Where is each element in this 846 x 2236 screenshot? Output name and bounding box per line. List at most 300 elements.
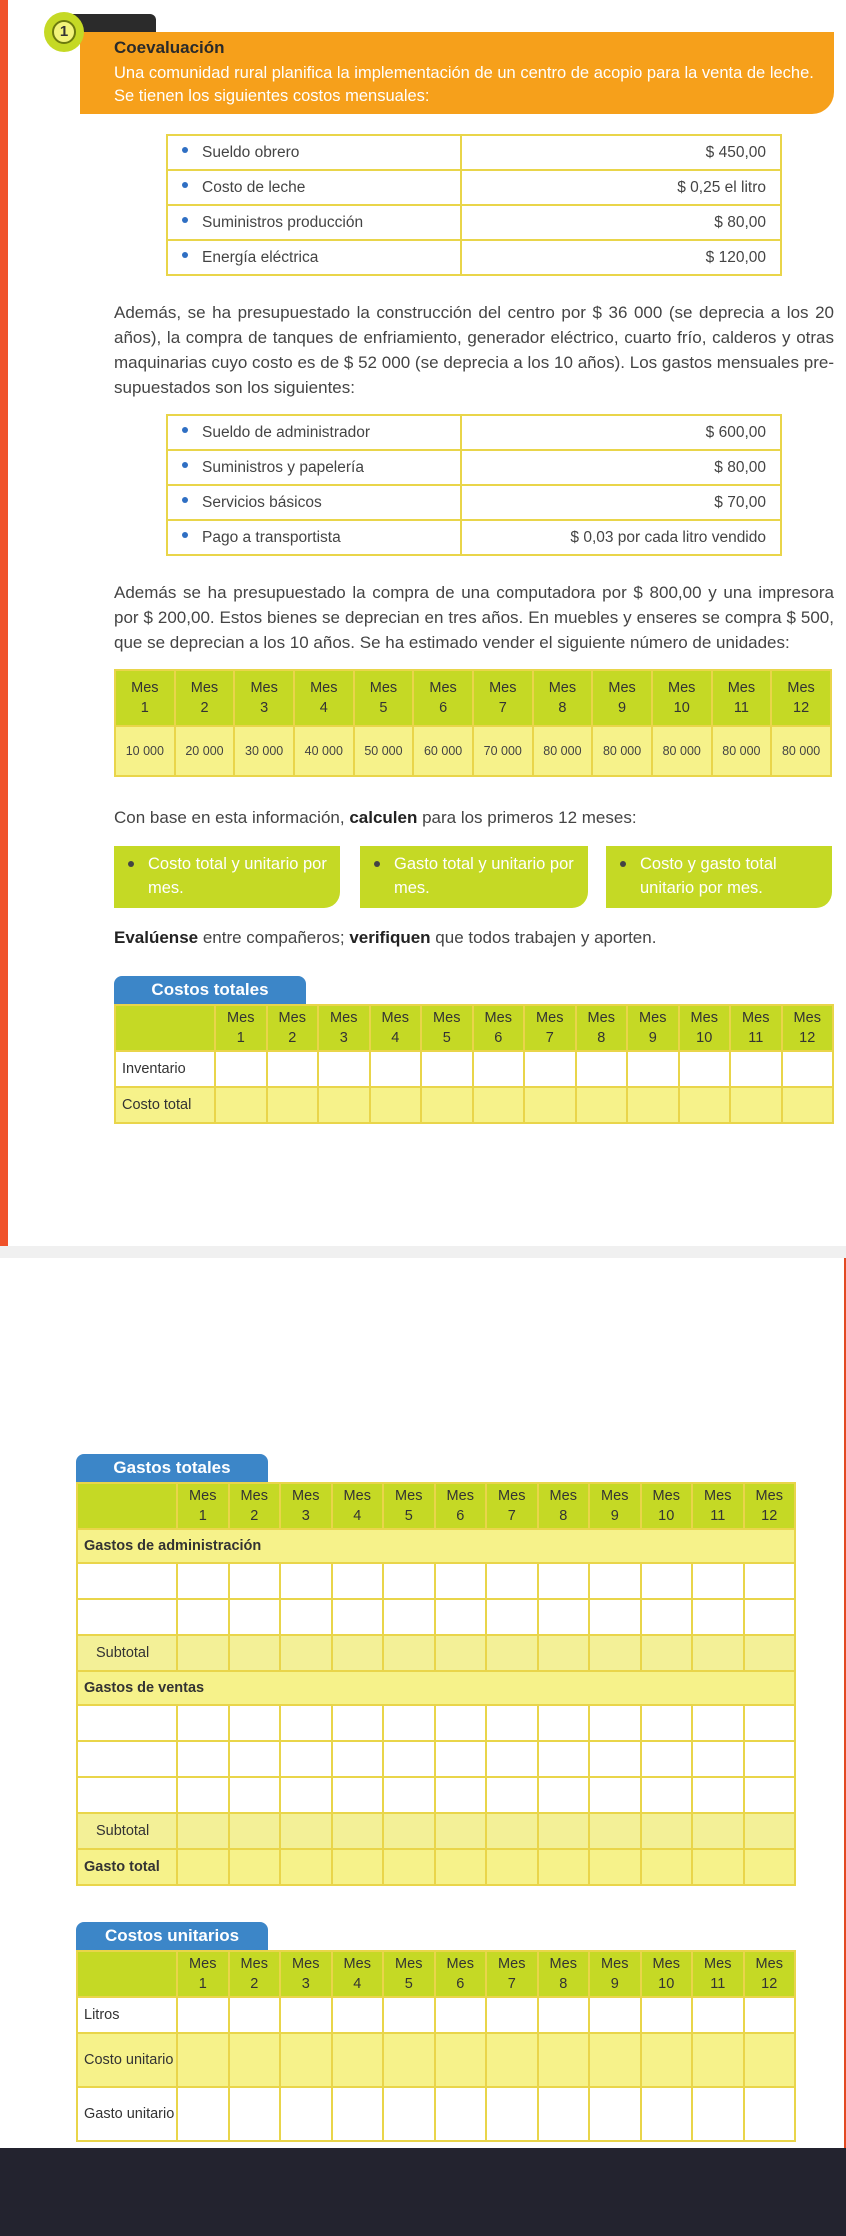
input-cell[interactable]	[473, 1087, 525, 1123]
units-value: 80 000	[652, 726, 712, 776]
input-cell[interactable]	[435, 1777, 487, 1813]
input-cell[interactable]	[692, 1563, 744, 1599]
input-cell[interactable]	[177, 1777, 229, 1813]
input-cell[interactable]	[229, 1635, 281, 1671]
input-cell[interactable]	[589, 1705, 641, 1741]
task-box-3: Costo y gasto total unitario por mes.	[606, 846, 832, 908]
input-cell[interactable]	[589, 1599, 641, 1635]
month-word: Mes	[395, 1488, 423, 1504]
input-cell[interactable]	[383, 1849, 435, 1885]
input-cell[interactable]	[538, 1813, 590, 1849]
input-cell[interactable]	[332, 1997, 384, 2033]
input-cell[interactable]	[370, 1087, 422, 1123]
month-number: 1	[140, 700, 149, 716]
bullet	[182, 217, 188, 223]
input-cell[interactable]	[538, 1997, 590, 2033]
units-value: 50 000	[354, 726, 414, 776]
month-header	[332, 1483, 384, 1529]
input-cell[interactable]	[486, 2087, 538, 2141]
input-cell[interactable]	[641, 1563, 693, 1599]
input-cell[interactable]	[641, 1635, 693, 1671]
month-number: 3	[301, 1508, 310, 1524]
input-cell[interactable]	[641, 1599, 693, 1635]
input-cell[interactable]	[383, 1599, 435, 1635]
input-cell[interactable]	[229, 1777, 281, 1813]
input-cell[interactable]	[486, 1599, 538, 1635]
input-cell[interactable]	[589, 1563, 641, 1599]
units-table	[114, 669, 832, 777]
month-header	[627, 1005, 679, 1051]
input-cell[interactable]	[486, 1777, 538, 1813]
page-gap	[0, 1246, 846, 1258]
month-number: 4	[391, 1030, 400, 1046]
input-cell[interactable]	[538, 1599, 590, 1635]
row-label: Gasto unitario	[77, 2087, 177, 2141]
input-cell[interactable]	[486, 2033, 538, 2087]
input-cell[interactable]	[177, 1997, 229, 2033]
input-cell[interactable]	[744, 1997, 796, 2033]
input-cell[interactable]	[744, 1635, 796, 1671]
input-cell[interactable]	[692, 1741, 744, 1777]
input-cell[interactable]	[486, 1849, 538, 1885]
input-cell[interactable]	[576, 1051, 628, 1087]
input-cell[interactable]	[538, 1741, 590, 1777]
month-number: 6	[494, 1030, 503, 1046]
item-value: $ 80,00	[461, 205, 781, 240]
input-cell[interactable]	[318, 1051, 370, 1087]
input-cell[interactable]	[215, 1087, 267, 1123]
task-box-2: Gasto total y unitario por mes.	[360, 846, 588, 908]
month-number: 11	[748, 1030, 764, 1046]
input-cell[interactable]	[589, 1741, 641, 1777]
month-word: Mes	[250, 680, 278, 696]
item-value: $ 70,00	[461, 485, 781, 520]
month-word: Mes	[639, 1010, 667, 1026]
input-cell[interactable]	[692, 2033, 744, 2087]
input-cell[interactable]	[383, 1813, 435, 1849]
input-cell[interactable]	[538, 1635, 590, 1671]
month-header	[413, 670, 473, 726]
input-cell[interactable]	[435, 1741, 487, 1777]
input-cell[interactable]	[280, 1849, 332, 1885]
month-header	[332, 1951, 384, 1997]
item-label-cell	[167, 415, 461, 450]
month-header	[533, 670, 593, 726]
input-cell[interactable]	[692, 1599, 744, 1635]
cost-row	[167, 205, 781, 240]
input-cell[interactable]	[486, 1997, 538, 2033]
input-cell[interactable]	[332, 1813, 384, 1849]
corner-cell	[77, 1951, 177, 1997]
month-word: Mes	[484, 1010, 512, 1026]
month-header	[177, 1483, 229, 1529]
month-word: Mes	[793, 1010, 821, 1026]
month-number: 2	[250, 1508, 259, 1524]
input-cell[interactable]	[589, 1813, 641, 1849]
month-word: Mes	[310, 680, 338, 696]
input-cell[interactable]	[538, 1563, 590, 1599]
input-cell[interactable]	[524, 1051, 576, 1087]
input-cell[interactable]	[641, 2087, 693, 2141]
input-cell[interactable]	[744, 1777, 796, 1813]
month-number: 4	[353, 1976, 362, 1992]
month-word: Mes	[292, 1488, 320, 1504]
month-word: Mes	[369, 680, 398, 696]
input-cell[interactable]	[280, 2033, 332, 2087]
input-cell[interactable]	[486, 1563, 538, 1599]
input-cell[interactable]	[589, 1635, 641, 1671]
input-cell[interactable]	[229, 1563, 281, 1599]
month-header	[280, 1483, 332, 1529]
month-number: 2	[250, 1976, 259, 1992]
month-number: 5	[379, 700, 388, 716]
input-cell[interactable]	[332, 2033, 384, 2087]
input-cell[interactable]	[744, 1741, 796, 1777]
input-cell[interactable]	[692, 1813, 744, 1849]
total-expense-row	[77, 1849, 795, 1885]
input-cell[interactable]	[177, 1849, 229, 1885]
month-header	[524, 1005, 576, 1051]
input-cell[interactable]	[538, 2087, 590, 2141]
input-cell[interactable]	[435, 1563, 487, 1599]
input-cell[interactable]	[692, 1997, 744, 2033]
item-label-cell	[167, 485, 461, 520]
month-word: Mes	[498, 1956, 526, 1972]
input-cell[interactable]	[679, 1051, 731, 1087]
input-cell[interactable]	[435, 1599, 487, 1635]
input-cell[interactable]	[692, 1705, 744, 1741]
month-header	[771, 670, 831, 726]
input-cell[interactable]	[229, 1813, 281, 1849]
input-cell[interactable]	[641, 1997, 693, 2033]
costos-totales-table	[114, 1004, 834, 1124]
section-header: Gastos de administración	[77, 1529, 795, 1563]
input-cell[interactable]	[589, 1849, 641, 1885]
input-cell[interactable]	[744, 1813, 796, 1849]
month-header	[692, 1951, 744, 1997]
input-cell[interactable]	[267, 1051, 319, 1087]
month-word: Mes	[240, 1956, 268, 1972]
month-number: 3	[301, 1976, 310, 1992]
month-header	[435, 1951, 487, 1997]
input-cell[interactable]	[589, 2087, 641, 2141]
input-cell[interactable]	[280, 1599, 332, 1635]
input-cell[interactable]	[435, 1705, 487, 1741]
month-number: 5	[442, 1030, 451, 1046]
admin-expense-row	[77, 1563, 795, 1599]
input-cell[interactable]	[730, 1051, 782, 1087]
input-cell[interactable]	[383, 1563, 435, 1599]
input-cell[interactable]	[589, 1777, 641, 1813]
input-cell[interactable]	[744, 1849, 796, 1885]
month-word: Mes	[343, 1956, 371, 1972]
input-cell[interactable]	[486, 1813, 538, 1849]
item-label: Sueldo obrero	[202, 143, 300, 161]
month-word: Mes	[549, 1956, 577, 1972]
input-cell[interactable]	[435, 1997, 487, 2033]
input-cell[interactable]	[576, 1087, 628, 1123]
input-cell[interactable]	[435, 2087, 487, 2141]
input-cell[interactable]	[370, 1051, 422, 1087]
item-label: Suministros y papelería	[202, 458, 364, 476]
input-cell[interactable]	[177, 2033, 229, 2087]
bullet	[182, 182, 188, 188]
month-number: 6	[456, 1976, 465, 1992]
input-cell[interactable]	[486, 1635, 538, 1671]
bullet	[182, 427, 188, 433]
month-word: Mes	[190, 680, 219, 696]
input-cell[interactable]	[641, 1849, 693, 1885]
input-cell[interactable]	[215, 1051, 267, 1087]
input-cell[interactable]	[589, 2033, 641, 2087]
input-cell[interactable]	[744, 2033, 796, 2087]
month-number: 3	[339, 1030, 348, 1046]
input-cell[interactable]	[692, 2087, 744, 2141]
input-cell[interactable]	[641, 2033, 693, 2087]
month-number: 2	[288, 1030, 297, 1046]
input-cell[interactable]	[538, 1777, 590, 1813]
month-header	[641, 1483, 693, 1529]
month-word: Mes	[395, 1956, 423, 1972]
input-cell[interactable]	[332, 1563, 384, 1599]
row-label	[77, 1599, 177, 1635]
month-number: 8	[597, 1030, 606, 1046]
month-header	[280, 1951, 332, 1997]
month-number: 11	[710, 1976, 726, 1992]
item-value: $ 0,03 por cada litro vendido	[461, 520, 781, 555]
input-cell[interactable]	[332, 1849, 384, 1885]
input-cell[interactable]	[332, 1741, 384, 1777]
month-word: Mes	[787, 680, 815, 696]
input-cell[interactable]	[421, 1087, 473, 1123]
admin-expense-row	[77, 1599, 795, 1635]
input-cell[interactable]	[421, 1051, 473, 1087]
month-word: Mes	[429, 680, 457, 696]
input-cell[interactable]	[538, 2033, 590, 2087]
input-cell[interactable]	[177, 1563, 229, 1599]
gastos-totales-table	[76, 1482, 796, 1886]
admin-subtotal-row	[77, 1635, 795, 1671]
input-cell[interactable]	[280, 1635, 332, 1671]
input-cell[interactable]	[280, 1563, 332, 1599]
month-word: Mes	[742, 1010, 770, 1026]
month-number: 12	[761, 1976, 778, 1992]
month-header	[538, 1483, 590, 1529]
month-number: 9	[610, 1976, 619, 1992]
month-header	[589, 1951, 641, 1997]
month-word: Mes	[189, 1956, 217, 1972]
input-cell[interactable]	[383, 2087, 435, 2141]
expense-row	[167, 450, 781, 485]
evaluation-text: Evalúense entre compañeros; verifiquen que todos trabajen y aporten.	[114, 928, 657, 947]
month-header	[641, 1951, 693, 1997]
month-number: 10	[658, 1508, 675, 1524]
input-cell[interactable]	[486, 1741, 538, 1777]
input-cell[interactable]	[641, 1741, 693, 1777]
month-number: 9	[618, 700, 627, 716]
input-cell[interactable]	[332, 2087, 384, 2141]
input-cell[interactable]	[641, 1813, 693, 1849]
task-box-1: Costo total y unitario por mes.	[114, 846, 340, 908]
item-label-cell	[167, 520, 461, 555]
row-label: Gasto total	[77, 1849, 177, 1885]
month-header	[229, 1483, 281, 1529]
month-number: 8	[558, 700, 567, 716]
input-cell[interactable]	[383, 1997, 435, 2033]
input-cell[interactable]	[641, 1705, 693, 1741]
sales-expense-row	[77, 1741, 795, 1777]
input-cell[interactable]	[486, 1705, 538, 1741]
item-label: Suministros producción	[202, 213, 364, 231]
input-cell[interactable]	[589, 1997, 641, 2033]
month-word: Mes	[755, 1488, 783, 1504]
bullet	[182, 252, 188, 258]
input-cell[interactable]	[627, 1087, 679, 1123]
input-cell[interactable]	[744, 2087, 796, 2141]
input-cell[interactable]	[177, 2087, 229, 2141]
input-cell[interactable]	[332, 1777, 384, 1813]
input-cell[interactable]	[692, 1635, 744, 1671]
item-label: Energía eléctrica	[202, 248, 319, 266]
input-cell[interactable]	[435, 2033, 487, 2087]
input-cell[interactable]	[383, 1741, 435, 1777]
input-cell[interactable]	[229, 2087, 281, 2141]
month-word: Mes	[278, 1010, 306, 1026]
input-cell[interactable]	[280, 1997, 332, 2033]
month-number: 9	[610, 1508, 619, 1524]
input-cell[interactable]	[177, 1635, 229, 1671]
paragraph-assets: Además se ha presupuestado la compra de una computadora por $ 800,00 y una impresora por $ 200,00. Estos bienes se deprecian en tres años. En muebles y enseres se compra $ 500, que se deprecian a los 10 años. Se ha estimado vender el siguiente número de unidades:	[114, 583, 834, 652]
bullet	[374, 861, 380, 867]
units-value: 40 000	[294, 726, 354, 776]
input-cell[interactable]	[435, 1849, 487, 1885]
input-cell[interactable]	[332, 1599, 384, 1635]
month-number: 7	[545, 1030, 554, 1046]
input-cell[interactable]	[318, 1087, 370, 1123]
section-header-row	[77, 1529, 795, 1563]
input-cell[interactable]	[332, 1705, 384, 1741]
input-cell[interactable]	[177, 1599, 229, 1635]
month-word: Mes	[330, 1010, 358, 1026]
input-cell[interactable]	[744, 1599, 796, 1635]
month-word: Mes	[536, 1010, 564, 1026]
costos-totales-tab: Costos totales	[114, 976, 306, 1004]
bullet	[182, 147, 188, 153]
input-cell[interactable]	[679, 1087, 731, 1123]
month-header	[692, 1483, 744, 1529]
input-cell[interactable]	[267, 1087, 319, 1123]
row-label	[77, 1563, 177, 1599]
section-header: Gastos de ventas	[77, 1671, 795, 1705]
month-header	[473, 1005, 525, 1051]
month-word: Mes	[446, 1956, 474, 1972]
month-header	[229, 1951, 281, 1997]
item-label-cell	[167, 240, 461, 275]
input-cell[interactable]	[627, 1051, 679, 1087]
input-cell[interactable]	[435, 1813, 487, 1849]
month-header	[421, 1005, 473, 1051]
input-cell[interactable]	[229, 2033, 281, 2087]
input-cell[interactable]	[782, 1087, 834, 1123]
item-value: $ 0,25 el litro	[461, 170, 781, 205]
month-word: Mes	[755, 1956, 783, 1972]
month-header	[589, 1483, 641, 1529]
input-cell[interactable]	[435, 1635, 487, 1671]
input-cell[interactable]	[744, 1705, 796, 1741]
input-cell[interactable]	[332, 1635, 384, 1671]
input-cell[interactable]	[692, 1849, 744, 1885]
month-header	[234, 670, 294, 726]
month-word: Mes	[549, 1488, 577, 1504]
total-cost-row	[115, 1087, 833, 1123]
month-word: Mes	[489, 680, 517, 696]
input-cell[interactable]	[229, 1599, 281, 1635]
month-number: 5	[404, 1976, 413, 1992]
input-cell[interactable]	[383, 1635, 435, 1671]
input-cell[interactable]	[383, 1777, 435, 1813]
month-header	[473, 670, 533, 726]
units-value: 20 000	[175, 726, 235, 776]
month-header	[267, 1005, 319, 1051]
input-cell[interactable]	[538, 1849, 590, 1885]
month-number: 7	[507, 1976, 516, 1992]
expense-row	[167, 485, 781, 520]
activity-number: 1	[52, 20, 76, 44]
page-edge-bar	[0, 0, 8, 1246]
item-label: Costo de leche	[202, 178, 306, 196]
input-cell[interactable]	[782, 1051, 834, 1087]
input-cell[interactable]	[229, 1849, 281, 1885]
input-cell[interactable]	[473, 1051, 525, 1087]
bullet	[620, 861, 626, 867]
input-cell[interactable]	[177, 1705, 229, 1741]
item-label-cell	[167, 135, 461, 170]
input-cell[interactable]	[177, 1813, 229, 1849]
month-header	[744, 1951, 796, 1997]
month-word: Mes	[446, 1488, 474, 1504]
month-header	[175, 670, 235, 726]
input-cell[interactable]	[383, 2033, 435, 2087]
month-word: Mes	[652, 1956, 680, 1972]
section-title: Coevaluación	[114, 38, 225, 57]
month-header	[576, 1005, 628, 1051]
input-cell[interactable]	[692, 1777, 744, 1813]
input-cell[interactable]	[280, 1813, 332, 1849]
month-number: 12	[799, 1030, 816, 1046]
input-cell[interactable]	[538, 1705, 590, 1741]
paragraph-investments: Además, se ha presupuestado la construcción del centro por $ 36 000 (se deprecia a los 20 años), la compra de tanques de enfriamiento, generador eléctrico, cuarto frío, calderos y otras maquinarias cuyo costo es de $ 52 000 (se deprecia a los 10 años). Los gastos mensuales pre-supuestados son los siguientes:	[114, 303, 834, 397]
input-cell[interactable]	[280, 1777, 332, 1813]
input-cell[interactable]	[730, 1087, 782, 1123]
intro-text: Una comunidad rural planifica la implementación de un centro de acopio para la venta de leche. Se tienen los siguientes costos mensuales:	[114, 64, 814, 105]
input-cell[interactable]	[229, 1997, 281, 2033]
input-cell[interactable]	[177, 1741, 229, 1777]
input-cell[interactable]	[280, 2087, 332, 2141]
item-label: Servicios básicos	[202, 493, 322, 511]
sales-subtotal-row	[77, 1813, 795, 1849]
input-cell[interactable]	[280, 1741, 332, 1777]
input-cell[interactable]	[383, 1705, 435, 1741]
monthly-expenses-table	[166, 414, 782, 556]
input-cell[interactable]	[229, 1705, 281, 1741]
input-cell[interactable]	[280, 1705, 332, 1741]
input-cell[interactable]	[229, 1741, 281, 1777]
input-cell[interactable]	[524, 1087, 576, 1123]
corner-cell	[115, 1005, 215, 1051]
input-cell[interactable]	[641, 1777, 693, 1813]
footer-band	[0, 2148, 846, 2236]
input-cell[interactable]	[744, 1563, 796, 1599]
